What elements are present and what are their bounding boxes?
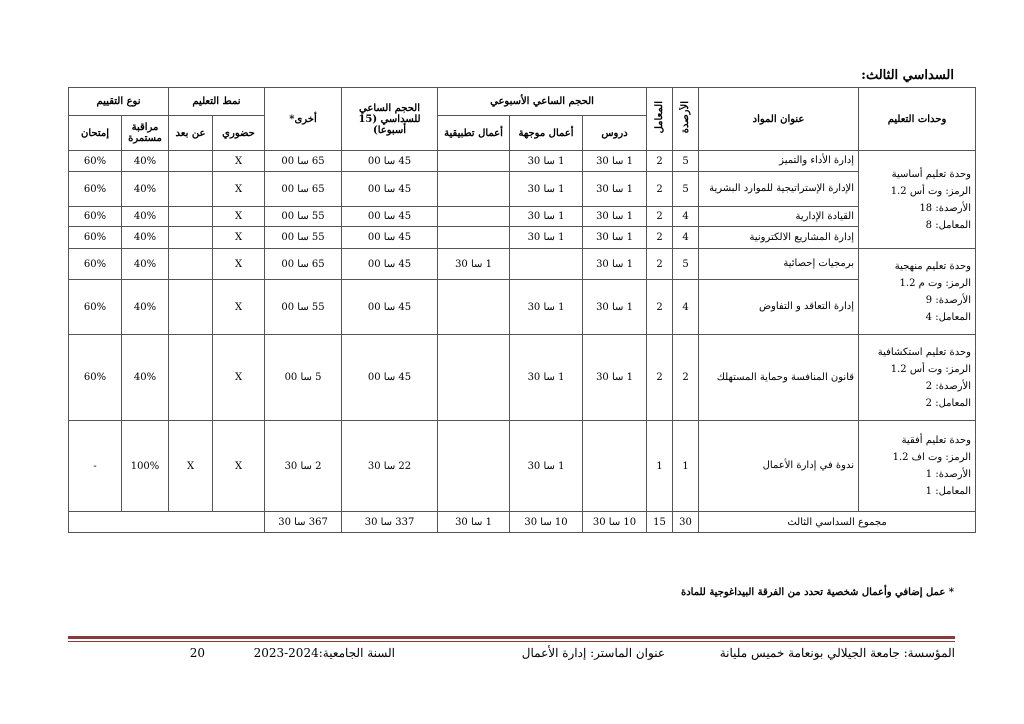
- footer-page-number: 20: [189, 646, 205, 660]
- table-row: إدارة التعاقد و التفاوض 4 2 1 سا 30 1 سا 30 45 سا 00 55 سا 00 X 40% 60%: [69, 280, 976, 335]
- footer-divider: [68, 636, 955, 639]
- table-row: الإدارة الإستراتيجية للموارد البشرية 5 2 1 سا 30 1 سا 30 45 سا 00 65 سا 00 X 40% 60%: [69, 172, 976, 207]
- footer-year: السنة الجامعية:2024-2023: [253, 646, 395, 660]
- header-presential: حضوري: [213, 116, 265, 151]
- header-coef: المعامل: [647, 88, 673, 151]
- page-footer: [68, 646, 955, 664]
- table-row: وحدة تعليم استكشافية الرمز: وت أس 1.2 الأرصدة: 2 المعامل: 2 قانون المنافسة وحماية المستهلك 2 2 1 سا 30 1 سا 30 45 سا 00 5 سا 00 X 40% 60%: [69, 335, 976, 421]
- header-semester-volume: الحجم الساعي للسداسي (15 أسبوعا): [342, 88, 438, 151]
- table-row: وحدة تعليم أساسية الرمز: وت أس 1.2 الأرصدة: 18 المعامل: 8 إدارة الأداء والتميز 5 2 1 سا 30 1 سا 30 45 سا 00 65 سا 00 X 40% 60%: [69, 151, 976, 172]
- unit-cell: وحدة تعليم منهجية الرمز: وت م 1.2 الأرصدة: 9 المعامل: 4: [859, 249, 976, 335]
- header-evaluation: نوع التقييم: [69, 88, 169, 116]
- header-distance: عن بعد: [169, 116, 213, 151]
- header-exam: إمتحان: [69, 116, 122, 151]
- header-subject: عنوان المواد: [699, 88, 859, 151]
- unit-cell: وحدة تعليم استكشافية الرمز: وت أس 1.2 الأرصدة: 2 المعامل: 2: [859, 335, 976, 421]
- table-row: إدارة المشاريع الالكترونية 4 2 1 سا 30 1 سا 30 45 سا 00 55 سا 00 X 40% 60%: [69, 227, 976, 249]
- unit-cell: وحدة تعليم أفقية الرمز: وت اف 1.2 الأرصدة: 1 المعامل: 1: [859, 421, 976, 512]
- header-mode: نمط التعليم: [169, 88, 265, 116]
- footer-institution: المؤسسة: جامعة الجيلالي بونعامة خميس مليانة: [719, 646, 955, 660]
- table-row: وحدة تعليم أفقية الرمز: وت اف 1.2 الأرصدة: 1 المعامل: 1 ندوة في إدارة الأعمال 1 1 1 سا 30 22 سا 30 2 سا 30 X X 100% -: [69, 421, 976, 512]
- footnote: * عمل إضافي وأعمال شخصية تحدد من الفرقة البيداغوجية للمادة: [680, 587, 954, 598]
- header-practicals: أعمال تطبيقية: [438, 116, 510, 151]
- schedule-table: [68, 87, 976, 533]
- page-title: السداسي الثالث:: [861, 68, 954, 83]
- header-other: أخرى*: [265, 88, 342, 151]
- unit-cell: وحدة تعليم أساسية الرمز: وت أس 1.2 الأرصدة: 18 المعامل: 8: [859, 151, 976, 249]
- totals-row: مجموع السداسي الثالث 30 15 10 سا 30 10 سا 30 1 سا 30 337 سا 30 367 سا 30: [69, 512, 976, 533]
- header-tutorials: أعمال موجهة: [510, 116, 583, 151]
- footer-master: عنوان الماستر: إدارة الأعمال: [521, 646, 665, 660]
- header-unit: وحدات التعليم: [859, 88, 976, 151]
- header-credits: الأرصدة: [673, 88, 699, 151]
- footer-divider-thin: [68, 641, 955, 642]
- header-lessons: دروس: [583, 116, 647, 151]
- table-row: وحدة تعليم منهجية الرمز: وت م 1.2 الأرصدة: 9 المعامل: 4 برمجيات إحصائية 5 2 1 سا 30 1 سا 30 45 سا 00 65 سا 00 X 40% 60%: [69, 249, 976, 280]
- header-weekly: الحجم الساعي الأسبوعي: [438, 88, 647, 116]
- table-row: القيادة الإدارية 4 2 1 سا 30 1 سا 30 45 سا 00 55 سا 00 X 40% 60%: [69, 207, 976, 227]
- header-continuous: مراقبة مستمرة: [122, 116, 169, 151]
